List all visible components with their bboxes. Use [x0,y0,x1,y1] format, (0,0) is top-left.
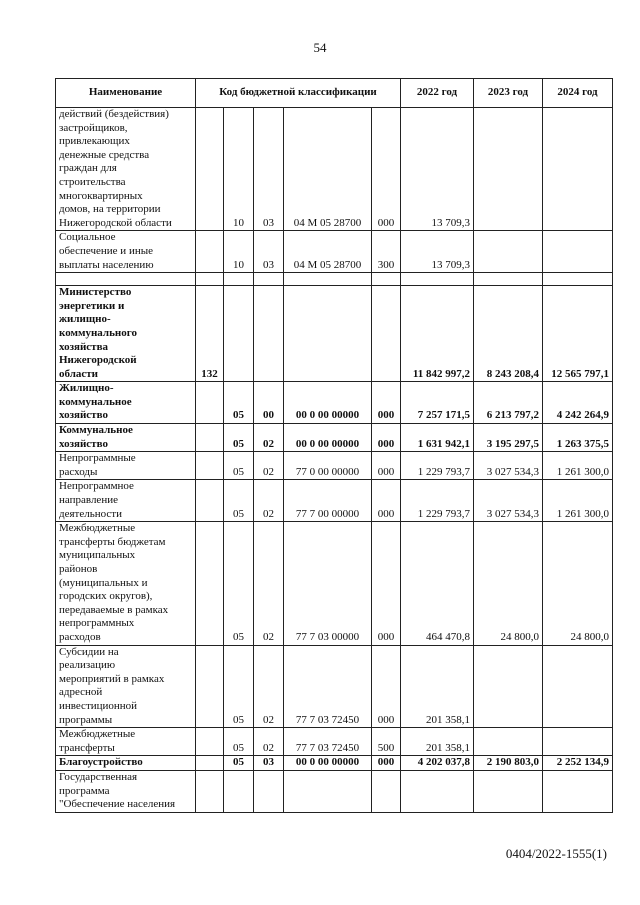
row-subsection [254,286,284,382]
row-subsection: 02 [254,728,284,756]
row-type: 300 [372,231,401,273]
row-2022: 1 229 793,7 [401,480,474,522]
row-target: 00 0 00 00000 [284,756,372,771]
row-target: 04 М 05 28700 [284,231,372,273]
row-2023: 8 243 208,4 [474,286,543,382]
row-2022: 1 631 942,1 [401,424,474,452]
table-row [56,645,613,728]
row-target: 77 0 00 00000 [284,452,372,480]
table-row [56,522,613,645]
row-2022: 13 709,3 [401,108,474,231]
row-section: 05 [224,452,254,480]
row-section [224,770,254,812]
row-ministry [196,770,224,812]
row-name: Государственная программа "Обеспечение населения [56,770,196,812]
row-2022: 7 257 171,5 [401,382,474,424]
row-type [372,286,401,382]
row-2022 [401,770,474,812]
row-subsection: 03 [254,231,284,273]
row-type: 000 [372,382,401,424]
row-2023 [474,645,543,728]
row-2022: 4 202 037,8 [401,756,474,771]
row-2023 [474,770,543,812]
row-target [284,770,372,812]
row-name: Благоустройство [56,756,196,771]
row-2024 [543,728,613,756]
table-row [56,108,613,231]
row-type: 000 [372,756,401,771]
row-2024 [543,231,613,273]
header-2024: 2024 год [543,79,613,108]
row-2024 [543,645,613,728]
row-section: 10 [224,231,254,273]
header-2023: 2023 год [474,79,543,108]
row-subsection: 02 [254,424,284,452]
row-2024: 2 252 134,9 [543,756,613,771]
row-target: 00 0 00 00000 [284,424,372,452]
row-type: 000 [372,452,401,480]
row-subsection: 03 [254,108,284,231]
row-type: 000 [372,108,401,231]
row-2023: 3 195 297,5 [474,424,543,452]
row-name: Коммунальное хозяйство [56,424,196,452]
table-row [56,728,613,756]
row-ministry [196,452,224,480]
row-ministry [196,756,224,771]
row-name: Социальное обеспечение и иные выплаты населению [56,231,196,273]
row-ministry [196,522,224,645]
document-id: 0404/2022-1555(1) [505,846,607,861]
table-row [56,756,613,771]
row-name: действий (бездействия) застройщиков, привлекающих денежные средства граждан для строительства многоквартирных домов, на территории Нижегородской области [56,108,196,231]
row-2022: 201 358,1 [401,645,474,728]
row-2024: 1 263 375,5 [543,424,613,452]
row-ministry [196,480,224,522]
table-row [56,452,613,480]
row-subsection: 02 [254,645,284,728]
row-2024: 4 242 264,9 [543,382,613,424]
row-subsection: 03 [254,756,284,771]
header-2022: 2022 год [401,79,474,108]
row-2024: 1 261 300,0 [543,480,613,522]
row-section: 05 [224,424,254,452]
row-2024 [543,770,613,812]
spacer-row [56,273,613,286]
row-ministry [196,645,224,728]
row-type: 500 [372,728,401,756]
row-2023: 3 027 534,3 [474,452,543,480]
row-name: Субсидии на реализацию мероприятий в рамках адресной инвестиционной программы [56,645,196,728]
row-section: 05 [224,756,254,771]
row-target: 04 М 05 28700 [284,108,372,231]
header-name: Наименование [56,79,196,108]
row-name: Непрограммные расходы [56,452,196,480]
table-row [56,770,613,812]
table-row [56,424,613,452]
row-2023: 2 190 803,0 [474,756,543,771]
table-row [56,231,613,273]
row-ministry [196,382,224,424]
row-target: 00 0 00 00000 [284,382,372,424]
row-2023 [474,728,543,756]
row-2022: 11 842 997,2 [401,286,474,382]
row-ministry [196,424,224,452]
row-ministry [196,728,224,756]
row-2022: 464 470,8 [401,522,474,645]
row-2022: 1 229 793,7 [401,452,474,480]
row-target [284,286,372,382]
row-section: 05 [224,382,254,424]
row-type [372,770,401,812]
row-type: 000 [372,424,401,452]
row-2023: 6 213 797,2 [474,382,543,424]
row-target: 77 7 03 00000 [284,522,372,645]
row-target: 77 7 03 72450 [284,728,372,756]
row-2022: 13 709,3 [401,231,474,273]
row-type: 000 [372,645,401,728]
row-type: 000 [372,522,401,645]
row-2024: 12 565 797,1 [543,286,613,382]
row-2023 [474,108,543,231]
row-2024: 24 800,0 [543,522,613,645]
row-name: Межбюджетные трансферты бюджетам муниципальных районов (муниципальных и городских округов), передаваемые в рамках непрограммных расходов [56,522,196,645]
row-target: 77 7 03 72450 [284,645,372,728]
row-subsection: 02 [254,480,284,522]
table-header-row [56,79,613,108]
header-code: Код бюджетной классификации [196,79,401,108]
row-ministry: 132 [196,286,224,382]
row-ministry [196,231,224,273]
row-name: Жилищно- коммунальное хозяйство [56,382,196,424]
row-subsection [254,770,284,812]
row-target: 77 7 00 00000 [284,480,372,522]
row-subsection: 02 [254,452,284,480]
row-2023: 24 800,0 [474,522,543,645]
row-name: Министерство энергетики и жилищно- коммунального хозяйства Нижегородской области [56,286,196,382]
row-type: 000 [372,480,401,522]
row-2022: 201 358,1 [401,728,474,756]
row-ministry [196,108,224,231]
row-section: 05 [224,645,254,728]
row-2023 [474,231,543,273]
budget-table [55,78,613,813]
row-2024 [543,108,613,231]
row-name: Непрограммное направление деятельности [56,480,196,522]
row-2023: 3 027 534,3 [474,480,543,522]
row-2024: 1 261 300,0 [543,452,613,480]
row-subsection: 00 [254,382,284,424]
table-row [56,480,613,522]
page-number: 54 [313,40,327,55]
row-subsection: 02 [254,522,284,645]
row-section: 05 [224,728,254,756]
row-name: Межбюджетные трансферты [56,728,196,756]
row-section: 10 [224,108,254,231]
table-row [56,382,613,424]
row-section [224,286,254,382]
row-section: 05 [224,522,254,645]
row-section: 05 [224,480,254,522]
table-row [56,286,613,382]
